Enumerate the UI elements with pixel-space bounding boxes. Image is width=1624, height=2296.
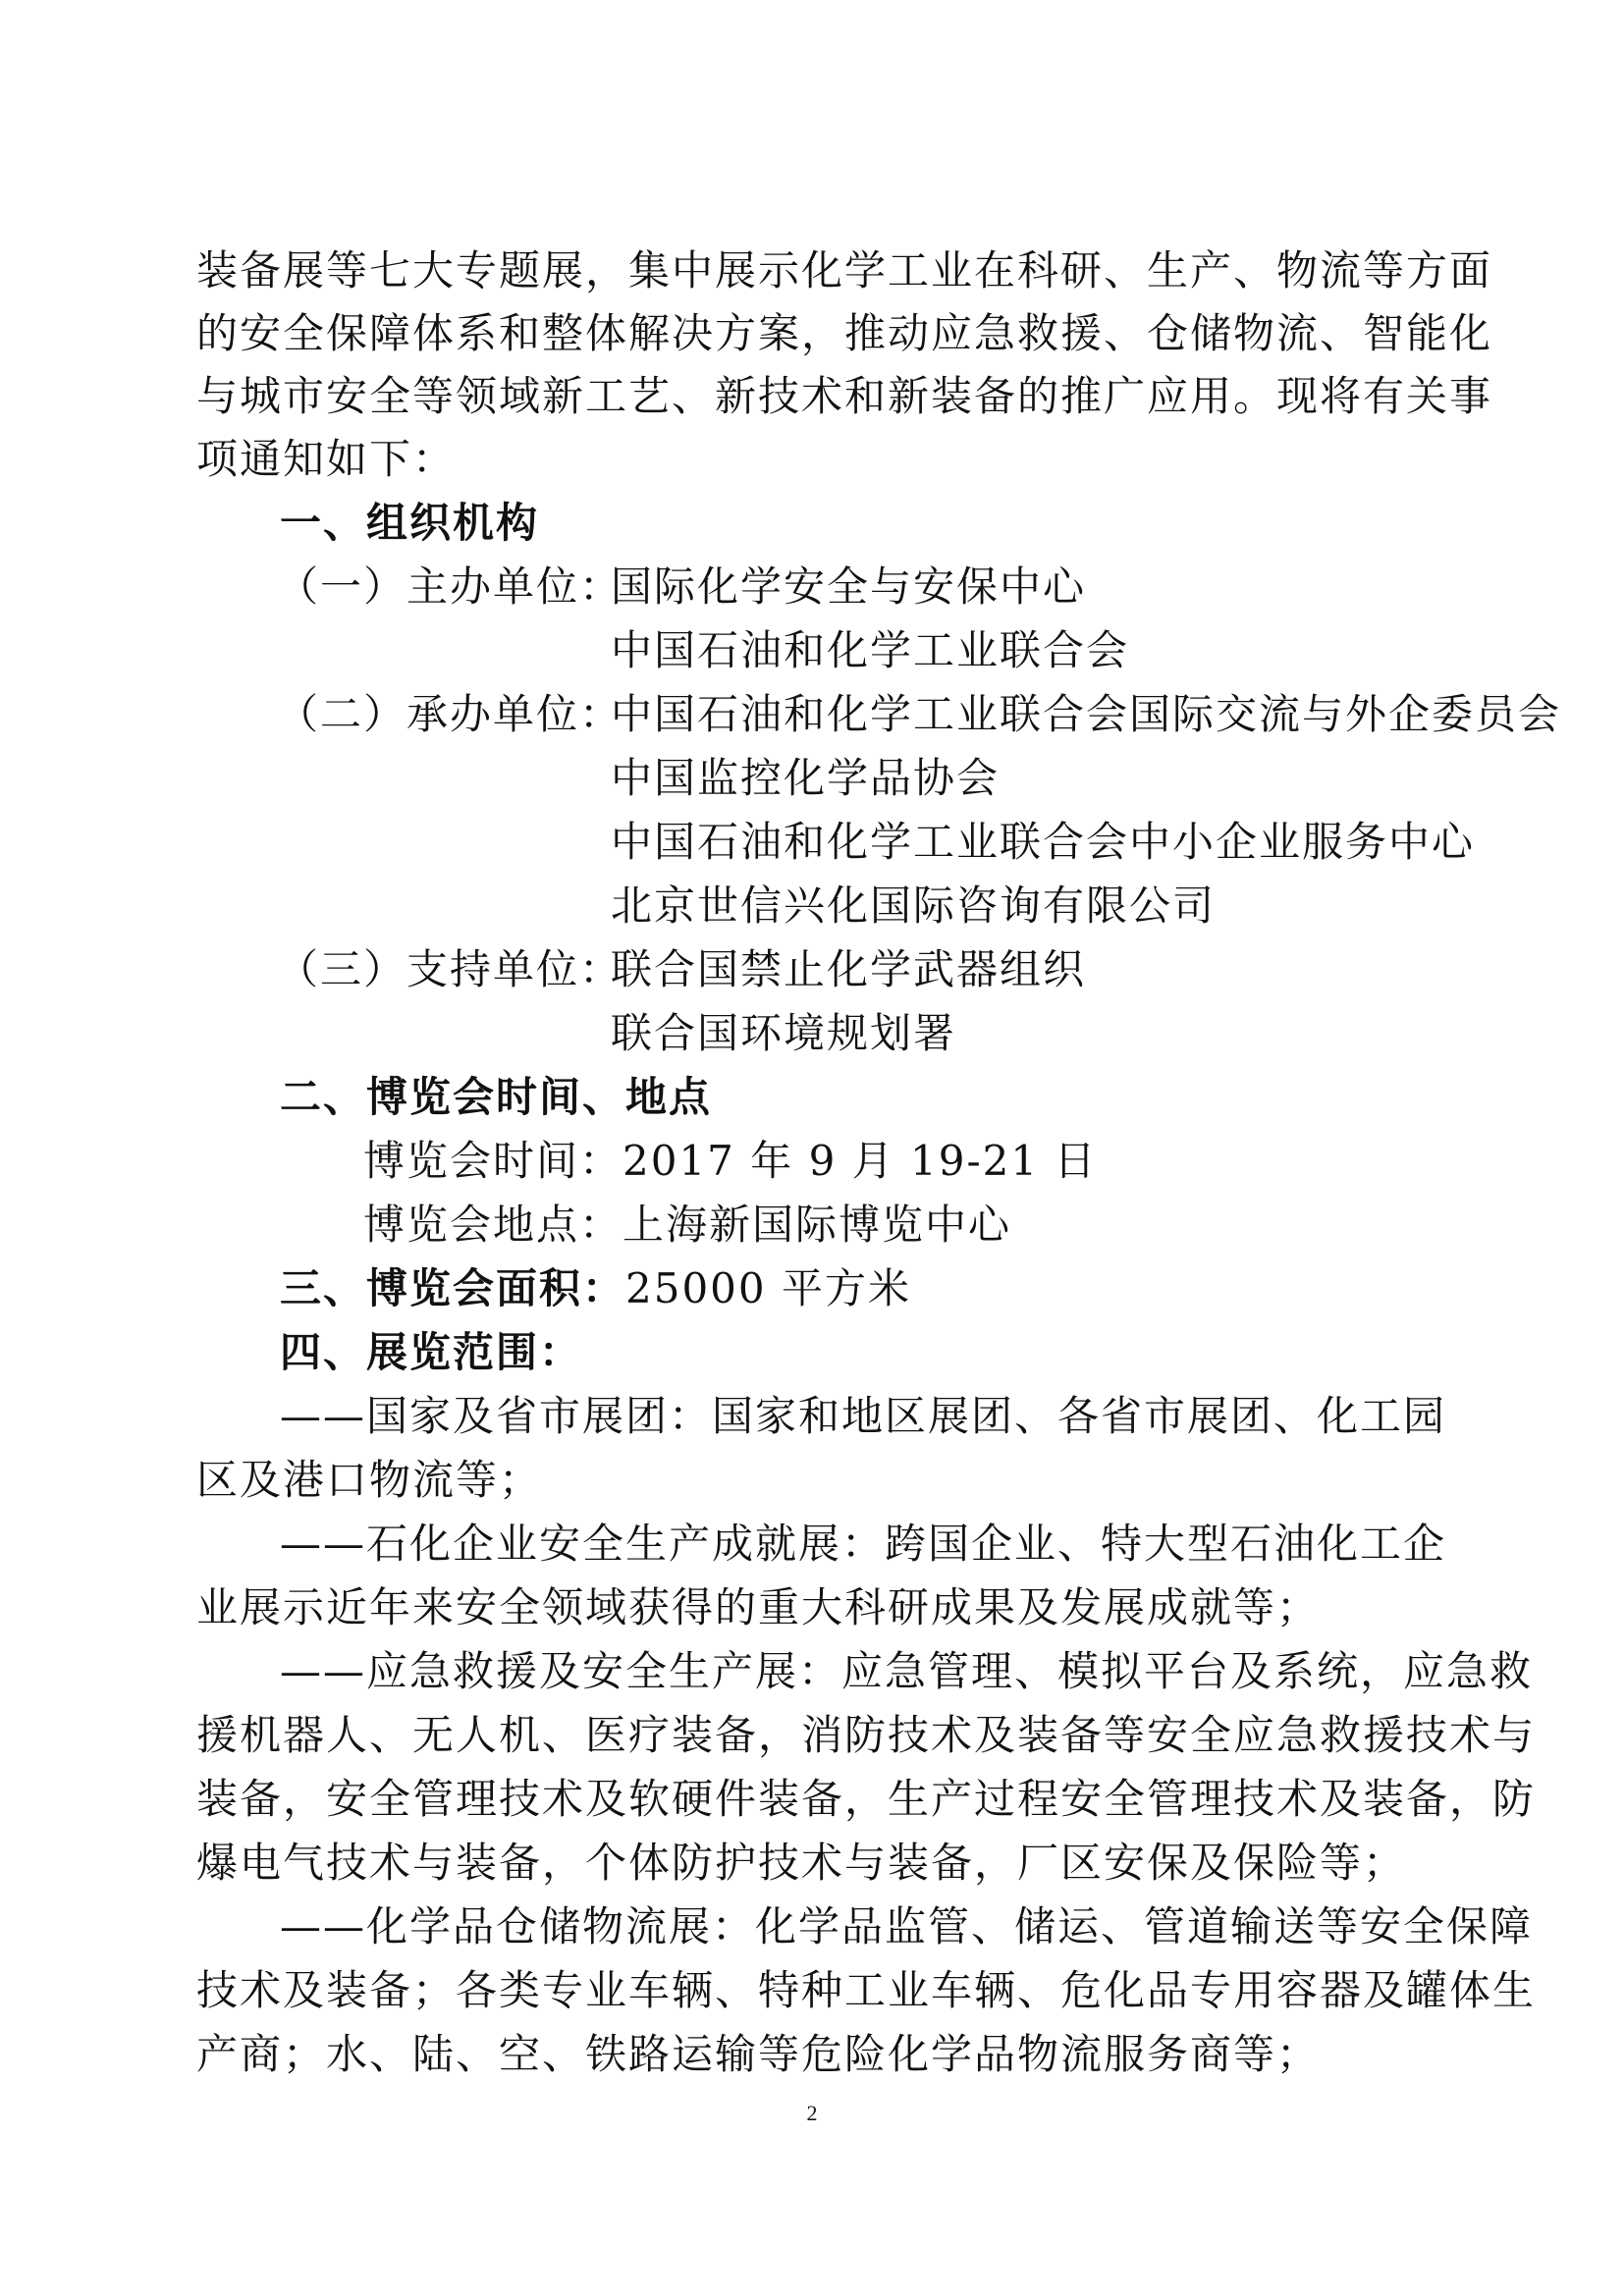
- intro-line-4: 项通知如下：: [196, 435, 457, 483]
- scope-item-4-line-3: 产商；水、陆、空、铁路运输等危险化学品物流服务商等；: [196, 2030, 1321, 2078]
- organizer-label: （二）承办单位：: [277, 690, 623, 738]
- organizer-4: 北京世信兴化国际咨询有限公司: [611, 881, 1217, 930]
- intro-line-2: 的安全保障体系和整体解决方案，推动应急救援、仓储物流、智能化: [196, 309, 1493, 357]
- section2-heading: 二、博览会时间、地点: [280, 1073, 713, 1121]
- supporter-label: （三）支持单位：: [277, 945, 623, 993]
- host-2: 中国石油和化学工业联合会: [611, 626, 1130, 674]
- intro-line-3: 与城市安全等领域新工艺、新技术和新装备的推广应用。现将有关事: [196, 372, 1493, 420]
- scope-item-3-line-4: 爆电气技术与装备，个体防护技术与装备，厂区安保及保险等；: [196, 1839, 1407, 1887]
- exhibition-area-value: 25000 平方米: [625, 1264, 911, 1312]
- supporter-2: 联合国环境规划署: [611, 1009, 957, 1057]
- section4-heading: 四、展览范围：: [280, 1328, 583, 1376]
- scope-item-4-line-1: ——化学品仓储物流展：化学品监管、储运、管道输送等安全保障: [280, 1902, 1534, 1950]
- scope-item-3-line-2: 援机器人、无人机、医疗装备，消防技术及装备等安全应急救援技术与: [196, 1711, 1537, 1759]
- section3-line: [280, 1264, 911, 1312]
- scope-item-4-line-2: 技术及装备；各类专业车辆、特种工业车辆、危化品专用容器及罐体生: [196, 1966, 1537, 2014]
- scope-item-1-line-2: 区及港口物流等；: [196, 1456, 543, 1504]
- scope-item-3-line-1: ——应急救援及安全生产展：应急管理、模拟平台及系统，应急救: [280, 1647, 1534, 1695]
- page-number: 2: [806, 2101, 818, 2125]
- host-1: 国际化学安全与安保中心: [611, 562, 1087, 611]
- scope-item-2-line-2: 业展示近年来安全领域获得的重大科研成果及发展成就等；: [196, 1583, 1321, 1631]
- section1-heading: 一、组织机构: [280, 499, 540, 547]
- organizer-2: 中国监控化学品协会: [611, 754, 1001, 802]
- exhibition-time: 博览会时间：2017 年 9 月 19-21 日: [363, 1137, 1098, 1185]
- scope-item-2-line-1: ——石化企业安全生产成就展：跨国企业、特大型石油化工企: [280, 1520, 1447, 1568]
- organizer-1: 中国石油和化学工业联合会国际交流与外企委员会: [611, 690, 1562, 738]
- supporter-1: 联合国禁止化学武器组织: [611, 945, 1087, 993]
- organizer-3: 中国石油和化学工业联合会中小企业服务中心: [611, 818, 1476, 866]
- host-label: （一）主办单位：: [277, 562, 623, 611]
- exhibition-place: 博览会地点：上海新国际博览中心: [363, 1201, 1012, 1249]
- scope-item-3-line-3: 装备，安全管理技术及软硬件装备，生产过程安全管理技术及装备，防: [196, 1775, 1537, 1823]
- scope-item-1-line-1: ——国家及省市展团：国家和地区展团、各省市展团、化工园: [280, 1392, 1447, 1440]
- intro-line-1: 装备展等七大专题展，集中展示化学工业在科研、生产、物流等方面: [196, 246, 1493, 294]
- section3-heading: 三、博览会面积：: [280, 1264, 626, 1312]
